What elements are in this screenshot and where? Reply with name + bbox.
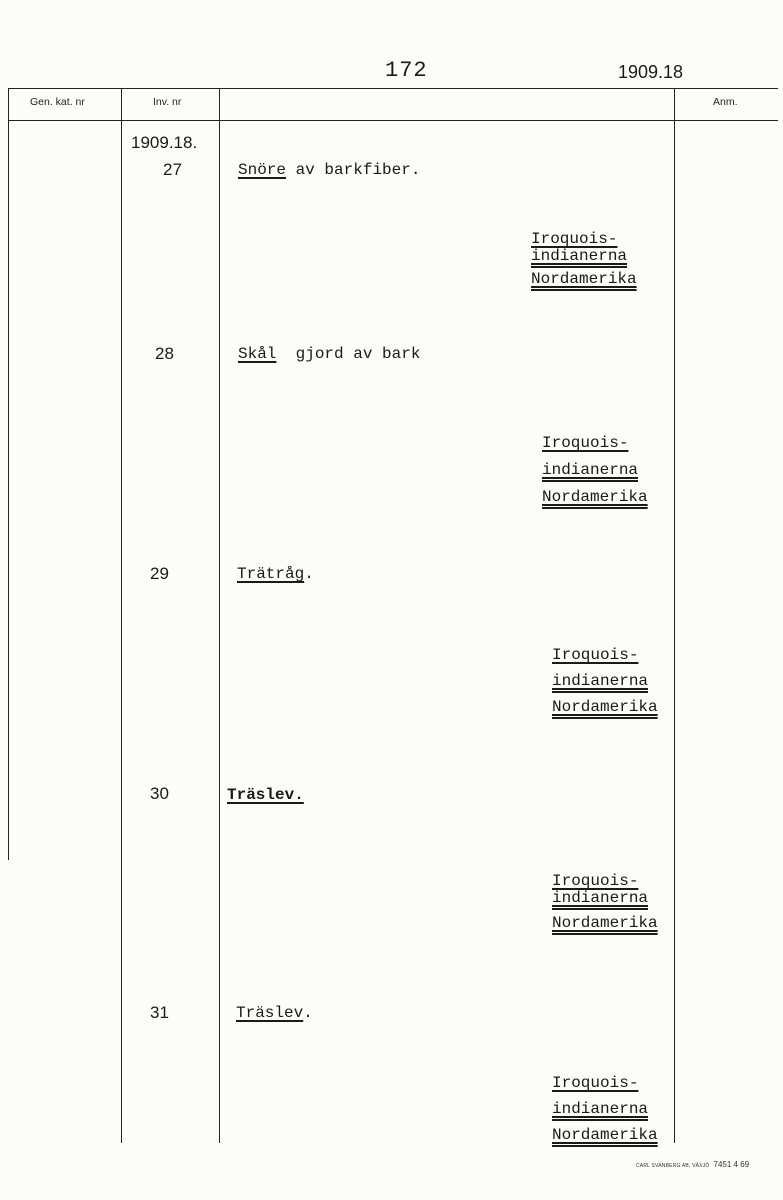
origin-line: Nordamerika [552, 1126, 658, 1144]
item-description [227, 786, 304, 804]
item-description-rest: av barkfiber. [295, 161, 421, 179]
origin-line: Iroquois- [552, 1074, 639, 1092]
origin-line: Iroquois- [542, 434, 629, 452]
item-name: Träslev. [227, 786, 304, 804]
item-description-rest: gjord av bark [295, 345, 421, 363]
inv-number: 28 [155, 344, 174, 363]
column-header-gen-kat-nr: Gen. kat. nr [30, 96, 85, 108]
header-top-rule [8, 88, 778, 89]
left-border [8, 88, 9, 860]
item-description [237, 565, 314, 583]
printer-name: CARL SVANBERG AB, VÄXJÖ [636, 1163, 710, 1169]
header-accession-number: 1909.18 [618, 62, 684, 82]
collection-prefix: 1909.18. [131, 133, 198, 152]
column-header-inv-nr: Inv. nr [153, 96, 182, 108]
origin-line: indianerna [531, 247, 628, 265]
origin-line: Iroquois- [531, 230, 618, 248]
origin-line: Nordamerika [552, 698, 658, 716]
item-description-rest: . [303, 1004, 313, 1022]
item-name: Skål [238, 345, 277, 363]
origin-line: indianerna [552, 672, 649, 690]
item-description [238, 345, 420, 363]
origin-line: Nordamerika [531, 270, 637, 288]
origin-line: indianerna [542, 461, 639, 479]
inv-number: 30 [150, 784, 169, 803]
inv-number: 31 [150, 1003, 169, 1022]
origin-note [531, 228, 637, 291]
origin-line: Nordamerika [552, 914, 658, 932]
origin-line: Nordamerika [542, 488, 648, 506]
origin-note [552, 642, 658, 720]
origin-line: Iroquois- [552, 872, 639, 890]
item-description-rest: . [304, 565, 314, 583]
origin-line: Iroquois- [552, 646, 639, 664]
origin-line: indianerna [552, 889, 649, 907]
item-description [236, 1004, 313, 1022]
origin-line: indianerna [552, 1100, 649, 1118]
inv-number: 27 [163, 160, 182, 179]
origin-note [552, 1070, 658, 1148]
inv-column-divider [121, 88, 122, 1143]
header-bottom-rule [8, 120, 778, 121]
form-code: 7451 4 69 [713, 1160, 750, 1169]
origin-note [552, 870, 658, 934]
page-number: 172 [385, 58, 428, 83]
origin-note [542, 430, 648, 511]
item-name: Trätråg [237, 565, 305, 583]
anm-column-divider [674, 88, 675, 1143]
printer-imprint [636, 1160, 749, 1169]
description-column-divider [219, 88, 220, 1143]
item-name: Snöre [238, 161, 287, 179]
item-name: Träslev [236, 1004, 304, 1022]
column-header-anm: Anm. [713, 96, 738, 108]
item-description [238, 161, 420, 179]
inv-number: 29 [150, 564, 169, 583]
